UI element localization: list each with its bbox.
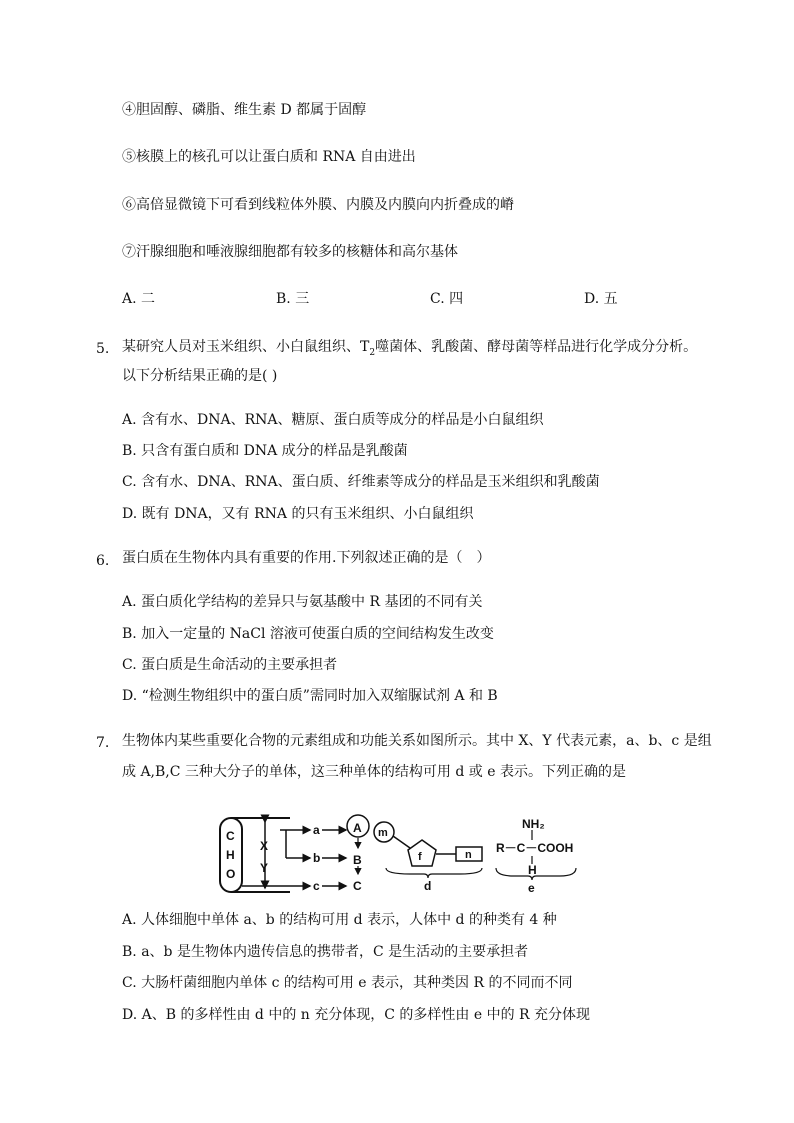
- e-label: e: [528, 881, 535, 895]
- q5-option-a: A. 含有水、DNA、RNA、糖原、蛋白质等成分的样品是小白鼠组织: [122, 412, 544, 428]
- monomer-c: c: [313, 879, 320, 893]
- macro-c: C: [353, 879, 362, 893]
- q5-option-b: B. 只含有蛋白质和 DNA 成分的样品是乳酸菌: [122, 443, 408, 459]
- q7-option-d: D. A、B 的多样性由 d 中的 n 充分体现，C 的多样性由 e 中的 R 充分体现: [122, 1007, 591, 1023]
- statement-6: ⑥高倍显微镜下可看到线粒体外膜、内膜及内膜向内折叠成的嵴: [122, 197, 514, 213]
- element-h: H: [226, 848, 235, 862]
- q5-number: 5.: [96, 341, 110, 357]
- d-part-m: m: [378, 827, 388, 839]
- q5-option-c: C. 含有水、DNA、RNA、蛋白质、纤维素等成分的样品是玉米组织和乳酸菌: [122, 474, 600, 490]
- q7-option-b: B. a、b 是生物体内遗传信息的携带者，C 是生活动的主要承担者: [122, 944, 529, 960]
- d-part-n: n: [465, 849, 472, 861]
- statement-7: ⑦汗腺细胞和唾液腺细胞都有较多的核糖体和高尔基体: [122, 244, 458, 260]
- q5-stem-line2: 以下分析结果正确的是( ): [122, 368, 278, 384]
- q4-option-a: A. 二: [122, 291, 156, 307]
- d-part-f: f: [418, 851, 422, 863]
- macro-b: B: [353, 853, 362, 867]
- q7-stem-line2: 成 A,B,C 三种大分子的单体，这三种单体的结构可用 d 或 e 表示。下列正确的是: [122, 764, 626, 780]
- macro-a: A: [353, 821, 362, 835]
- monomer-a: a: [313, 823, 320, 837]
- e-main: R－C－COOH: [496, 841, 574, 855]
- q7-stem-line1: 生物体内某些重要化合物的元素组成和功能关系如图所示。其中 X、Y 代表元素，a、b、c 是组: [122, 733, 712, 749]
- d-label: d: [424, 879, 432, 893]
- q6-option-b: B. 加入一定量的 NaCl 溶液可使蛋白质的空间结构发生改变: [122, 626, 494, 642]
- q7-number: 7.: [96, 735, 110, 751]
- q6-option-c: C. 蛋白质是生命活动的主要承担者: [122, 657, 338, 673]
- statement-5: ⑤核膜上的核孔可以让蛋白质和 RNA 自由进出: [122, 149, 416, 165]
- statement-4: ④胆固醇、磷脂、维生素 D 都属于固醇: [122, 102, 367, 118]
- compound-diagram: [210, 810, 590, 896]
- q7-option-a: A. 人体细胞中单体 a、b 的结构可用 d 表示，人体中 d 的种类有 4 种: [122, 912, 557, 928]
- q4-option-b: B. 三: [276, 291, 310, 307]
- xy-y: Y: [260, 861, 269, 875]
- q5-option-d: D. 既有 DNA，又有 RNA 的只有玉米组织、小白鼠组织: [122, 506, 474, 522]
- q6-stem: 蛋白质在生物体内具有重要的作用.下列叙述正确的是（ ）: [122, 550, 491, 566]
- q6-number: 6.: [96, 553, 110, 569]
- q4-option-d: D. 五: [584, 291, 618, 307]
- q4-option-c: C. 四: [430, 291, 464, 307]
- element-o: O: [226, 867, 236, 881]
- e-h: H: [528, 863, 537, 877]
- monomer-b: b: [313, 851, 321, 865]
- q7-option-c: C. 大肠杆菌细胞内单体 c 的结构可用 e 表示，其种类因 R 的不同而不同: [122, 975, 573, 991]
- e-nh2: NH₂: [522, 817, 545, 831]
- q6-option-d: D. “检测生物组织中的蛋白质”需同时加入双缩脲试剂 A 和 B: [122, 688, 498, 704]
- q5-stem: 某研究人员对玉米组织、小白鼠组织、$T_2$噬菌体、乳酸菌、酵母菌等样品进行化学成分分析。: [122, 339, 698, 358]
- q6-option-a: A. 蛋白质化学结构的差异只与氨基酸中 R 基团的不同有关: [122, 594, 483, 610]
- element-c: C: [226, 829, 235, 843]
- xy-x: X: [260, 839, 269, 853]
